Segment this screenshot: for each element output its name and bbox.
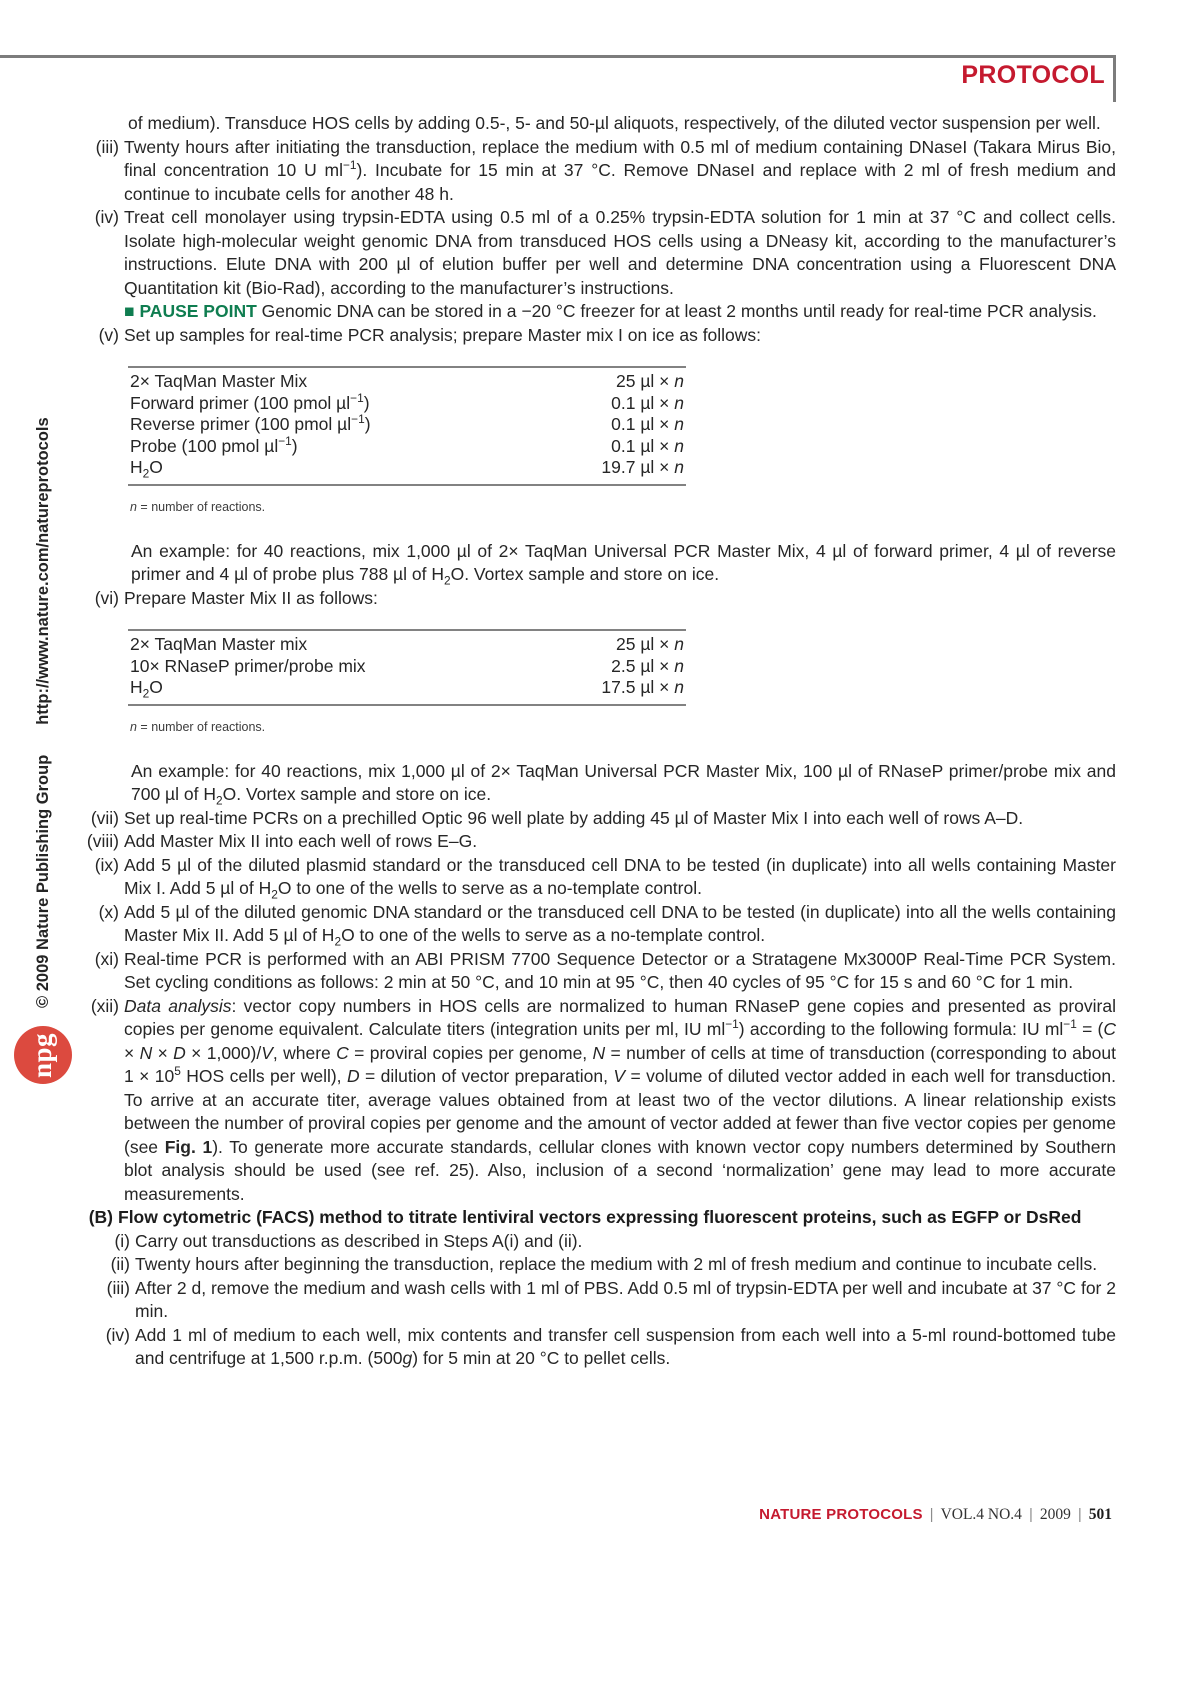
text-run: 2	[142, 686, 150, 701]
reagent-volume	[601, 677, 686, 699]
reagent-label	[128, 457, 163, 479]
text-run: = dilution of vector preparation,	[359, 1066, 614, 1086]
journal-url: http://www.nature.com/natureprotocols	[34, 417, 52, 725]
text-run: −1	[342, 158, 357, 173]
text-run: 2	[216, 793, 223, 808]
section-b-heading	[85, 1206, 1116, 1230]
step-a-iii	[85, 136, 1116, 207]
step-text	[124, 324, 1116, 348]
text-run: 0.1 µl ×	[611, 435, 675, 456]
step-text	[124, 854, 1116, 901]
text-run: n	[674, 371, 684, 391]
text-run: 10× RNaseP primer/probe mix	[130, 655, 366, 676]
text-run: Twenty hours after beginning the transduction, replace the medium with 2 ml of fresh medium and continue to incubate cells.	[135, 1254, 1098, 1274]
pause-point-note	[124, 300, 1116, 324]
step-text	[135, 1277, 1116, 1324]
text-run: An example: for 40 reactions, mix 1,000 µl of 2× TaqMan Universal PCR Master Mix, 4 µl of forward primer, 4 µl of reverse primer and 4 µl of probe plus 788 µl of H	[131, 540, 1116, 584]
text-run: Reverse primer (100 pmol µl	[130, 414, 352, 434]
table-row	[128, 634, 686, 656]
text-run: −1	[725, 1017, 739, 1032]
text-run: Probe (100 pmol µl	[130, 435, 279, 456]
text-run: ×	[152, 1042, 174, 1063]
text-run: n	[130, 719, 137, 734]
text-run: −1	[350, 390, 364, 405]
header-vertical-rule	[1113, 55, 1116, 102]
reagent-label	[128, 371, 307, 393]
text-run: ×	[124, 1042, 140, 1063]
text-run: HOS cells per well),	[180, 1066, 347, 1086]
text-run: ) for 5 min at 20 °C to pellet cells.	[412, 1348, 671, 1368]
text-run: 2	[142, 466, 150, 481]
step-a-xii	[85, 995, 1116, 1207]
text-run: V	[613, 1066, 626, 1086]
continuation-paragraph	[128, 112, 1116, 136]
step-marker: (ix)	[94, 854, 119, 875]
page-footer	[759, 1506, 1112, 1524]
text-run: Add 5 µl of the diluted genomic DNA standard or the transduced cell DNA to be tested (in duplicate) into all the wells containing Master Mix II. Add 5 µl of H	[124, 901, 1116, 945]
step-text	[135, 1230, 1116, 1254]
text-run: g	[402, 1348, 413, 1368]
step-marker: (ii)	[110, 1254, 130, 1274]
step-text	[124, 587, 1116, 611]
text-run: 2× TaqMan Master mix	[130, 634, 308, 654]
text-run: = number of reactions.	[136, 499, 266, 514]
master-mix-2-table	[128, 629, 686, 706]
text-run: −1	[351, 412, 365, 427]
volume-number: VOL.4 NO.4	[940, 1506, 1022, 1523]
journal-name: NATURE PROTOCOLS	[759, 1506, 923, 1523]
text-run: = volume of diluted vector added in each well for transduction. To arrive at an accurate titer, average values obtained from at least two of the vector dilutions. A linear relationship exists between the number of proviral copies per genome and the amount of vector added at fewer than five vector copies per genome (see	[124, 1066, 1116, 1157]
reagent-label	[128, 414, 371, 436]
reagent-label	[128, 634, 307, 656]
reagent-volume	[611, 393, 686, 415]
text-run: Set up samples for real-time PCR analysis; prepare Master mix I on ice as follows:	[124, 324, 762, 345]
text-run: 0.1 µl ×	[611, 414, 675, 434]
table-row	[128, 677, 686, 699]
text-run: 25 µl ×	[616, 371, 675, 391]
reagent-label	[128, 433, 298, 458]
step-text	[124, 948, 1116, 995]
step-marker: (viii)	[86, 831, 119, 851]
text-run: Add 1 ml of medium to each well, mix contents and transfer cell suspension from each well into a 5-ml round-bottomed tube and centrifuge at 1,500 r.p.m. (500	[135, 1324, 1116, 1368]
step-marker: (iv)	[94, 207, 119, 227]
page-number: 501	[1088, 1506, 1112, 1523]
text-run: 2	[334, 934, 342, 949]
text-run: 5	[174, 1064, 181, 1079]
step-text	[135, 1253, 1116, 1277]
reagent-volume	[611, 414, 686, 436]
step-b-iv	[85, 1324, 1116, 1371]
text-run: O. Vortex sample and store on ice.	[450, 564, 720, 584]
step-a-viii	[85, 830, 1116, 854]
step-b-ii	[85, 1253, 1116, 1277]
step-text	[124, 807, 1116, 831]
table-row	[128, 371, 686, 393]
text-run: = (	[1076, 1019, 1104, 1039]
step-a-x	[85, 901, 1116, 948]
step-marker: (xii)	[90, 995, 119, 1016]
step-a-iv	[85, 206, 1116, 324]
reagent-volume	[611, 436, 686, 458]
text-run: 2× TaqMan Master Mix	[130, 371, 308, 391]
step-b-iii	[85, 1277, 1116, 1324]
reagent-volume	[611, 656, 686, 678]
text-run: of medium). Transduce HOS cells by adding 0.5-, 5- and 50-µl aliquots, respectively, of the diluted vector suspension per well.	[128, 113, 1101, 133]
text-run: 2	[271, 887, 278, 902]
step-marker: (i)	[114, 1230, 130, 1251]
text-run: Forward primer (100 pmol µl	[130, 392, 351, 413]
step-text	[124, 830, 1116, 854]
text-run: O to one of the wells to serve as a no-template control.	[341, 925, 766, 945]
text-run: 17.5 µl ×	[601, 677, 675, 697]
table-row	[128, 433, 686, 458]
text-run: H	[130, 457, 143, 477]
footer-separator: |	[1077, 1506, 1082, 1523]
text-run: D	[346, 1066, 360, 1086]
text-run: −1	[278, 433, 292, 448]
reagent-label	[128, 656, 366, 678]
step-marker: (iii)	[95, 136, 119, 157]
step-a-v	[85, 324, 1116, 348]
text-run: Twenty hours after initiating the transduction, replace the medium with 0.5 ml of medium containing DNaseI (Takara Mirus Bio, final concentration 10 U ml	[124, 136, 1116, 180]
example-paragraph-1	[131, 540, 1116, 587]
step-marker: (x)	[98, 901, 119, 922]
footer-separator: |	[1028, 1506, 1033, 1523]
table-row	[128, 457, 686, 479]
publication-year: 2009	[1039, 1506, 1071, 1523]
step-marker: (iii)	[106, 1277, 130, 1298]
text-run: C	[336, 1042, 349, 1063]
step-text	[124, 901, 1116, 948]
text-run: n	[674, 457, 684, 477]
text-run: N	[139, 1042, 153, 1063]
text-run: ■	[124, 301, 140, 321]
text-run: ) according to the following formula: IU ml	[738, 1019, 1064, 1039]
text-run: Add 5 µl of the diluted plasmid standard or the transduced cell DNA to be tested (in duplicate) into all wells containing Master Mix I. Add 5 µl of H	[124, 854, 1116, 898]
step-text	[124, 206, 1116, 324]
step-a-vi	[85, 587, 1116, 611]
example-paragraph-2	[131, 760, 1116, 807]
text-run: Add Master Mix II into each well of rows E–G.	[124, 831, 478, 851]
step-marker: (iv)	[105, 1324, 130, 1345]
table-row	[128, 390, 686, 415]
text-run: n	[674, 634, 684, 654]
text-run: )	[291, 435, 298, 456]
reagent-volume	[616, 371, 686, 393]
text-run: : vector copy numbers in HOS cells are normalized to human RNaseP gene copies and presented as proviral copies per genome equivalent. Calculate titers (integration units per ml, IU ml	[124, 995, 1116, 1039]
text-run: V	[261, 1042, 273, 1063]
npg-logo	[14, 1026, 72, 1084]
step-a-vii	[85, 807, 1116, 831]
text-run: = proviral copies per genome,	[348, 1042, 593, 1063]
text-run: After 2 d, remove the medium and wash cells with 1 ml of PBS. Add 0.5 ml of trypsin-EDTA per well and incubate at 37 °C for 2 min.	[135, 1277, 1116, 1321]
table-row	[128, 414, 686, 436]
step-text	[135, 1324, 1116, 1371]
text-run: n	[674, 435, 684, 456]
text-run: = number of reactions.	[136, 719, 266, 734]
text-run: 25 µl ×	[616, 634, 675, 654]
header-horizontal-rule	[0, 55, 1116, 58]
text-run: = number of cells at time of transduction (corresponding to about 1 × 10	[124, 1042, 1116, 1086]
table-footnote	[130, 720, 1116, 735]
text-run: n	[674, 414, 684, 434]
text-run: ). Incubate for 15 min at 37 °C. Remove DNaseI and replace with 2 ml of fresh medium and continue to incubate cells for another 48 h.	[124, 160, 1116, 204]
step-a-iv-text	[124, 207, 1116, 298]
text-run: O	[149, 457, 163, 477]
section-marker: (B)	[88, 1207, 113, 1227]
step-a-ix	[85, 854, 1116, 901]
step-marker: (vii)	[90, 807, 119, 828]
text-run: 19.7 µl ×	[601, 457, 675, 477]
text-run: Real-time PCR is performed with an ABI PRISM 7700 Sequence Detector or a Stratagene Mx3000P Real-Time PCR System. Set cycling conditions as follows: 2 min at 50 °C, and 10 min at 95 °C, then 40 cycles of 95 °C for 15 s and 60 °C for 1 min.	[124, 948, 1116, 992]
text-run: C	[1103, 1019, 1116, 1039]
text-run: O to one of the wells to serve as a no-template control.	[277, 878, 702, 898]
text-run: 2.5 µl ×	[611, 655, 675, 676]
text-run: × 1,000)/	[185, 1042, 262, 1063]
text-run: n	[674, 392, 684, 413]
text-run: D	[173, 1042, 186, 1063]
npg-logo-text: npg	[27, 1032, 58, 1078]
text-run: n	[130, 499, 137, 514]
text-run: Prepare Master Mix II as follows:	[124, 587, 378, 608]
text-run: n	[674, 655, 684, 676]
reagent-volume	[616, 634, 686, 656]
text-run: Data analysis	[124, 995, 232, 1016]
copyright-text: © 2009 Nature Publishing Group	[34, 754, 52, 1008]
text-run: )	[363, 392, 370, 413]
text-run: Genomic DNA can be stored in a −20 °C freezer for at least 2 months until ready for real-time PCR analysis.	[261, 301, 1097, 321]
step-marker: (vi)	[94, 587, 119, 608]
step-marker: (v)	[98, 324, 119, 345]
text-run: PAUSE POINT	[139, 301, 262, 321]
reagent-label	[128, 390, 370, 415]
table-row	[128, 656, 686, 678]
text-run: −1	[1063, 1017, 1077, 1032]
reagent-label	[128, 677, 163, 699]
text-run: n	[674, 677, 684, 697]
text-run: ). To generate more accurate standards, cellular clones with known vector copy numbers determined by Southern blot analysis should be used (see ref. 25). Also, inclusion of a second ‘normalization’ gene may lead to more accurate measurements.	[124, 1136, 1117, 1204]
step-a-xi	[85, 948, 1116, 995]
protocol-body	[85, 112, 1116, 1371]
text-run: O	[149, 677, 163, 697]
text-run: O. Vortex sample and store on ice.	[222, 784, 492, 804]
section-heading-text: Flow cytometric (FACS) method to titrate lentiviral vectors expressing fluorescent proteins, such as EGFP or DsRed	[118, 1207, 1082, 1227]
step-b-i	[85, 1230, 1116, 1254]
text-run: N	[592, 1042, 606, 1063]
master-mix-1-table	[128, 366, 686, 486]
page-type-label: PROTOCOL	[961, 61, 1105, 89]
sidebar-rotated-text	[34, 348, 53, 1008]
text-run: )	[364, 414, 371, 434]
footer-separator: |	[929, 1506, 934, 1523]
text-run: Carry out transductions as described in Steps A(i) and (ii).	[135, 1230, 583, 1251]
step-marker: (xi)	[94, 948, 119, 969]
text-run: Set up real-time PCRs on a prechilled Optic 96 well plate by adding 45 µl of Master Mix I into each well of rows A–D.	[124, 807, 1024, 828]
text-run: H	[130, 677, 143, 697]
reagent-volume	[601, 457, 686, 479]
table-footnote	[130, 500, 1116, 515]
text-run: An example: for 40 reactions, mix 1,000 µl of 2× TaqMan Universal PCR Master Mix, 100 µl of RNaseP primer/probe mix and 700 µl of H	[131, 760, 1116, 804]
text-run: Fig. 1	[164, 1136, 213, 1157]
text-run: 0.1 µl ×	[611, 392, 675, 413]
step-text	[124, 995, 1116, 1207]
step-text	[124, 136, 1116, 207]
text-run: 2	[443, 573, 451, 588]
text-run: , where	[272, 1042, 337, 1063]
text-run: Treat cell monolayer using trypsin-EDTA using 0.5 ml of a 0.25% trypsin-EDTA solution for 1 min at 37 °C and collect cells. Isolate high-molecular weight genomic DNA from transduced HOS cells using a DNeasy kit, according to the manufacturer’s instructions. Elute DNA with 200 µl of elution buffer per well and determine DNA concentration using a Fluorescent DNA Quantitation kit (Bio-Rad), according to the manufacturer’s instructions.	[124, 207, 1116, 298]
